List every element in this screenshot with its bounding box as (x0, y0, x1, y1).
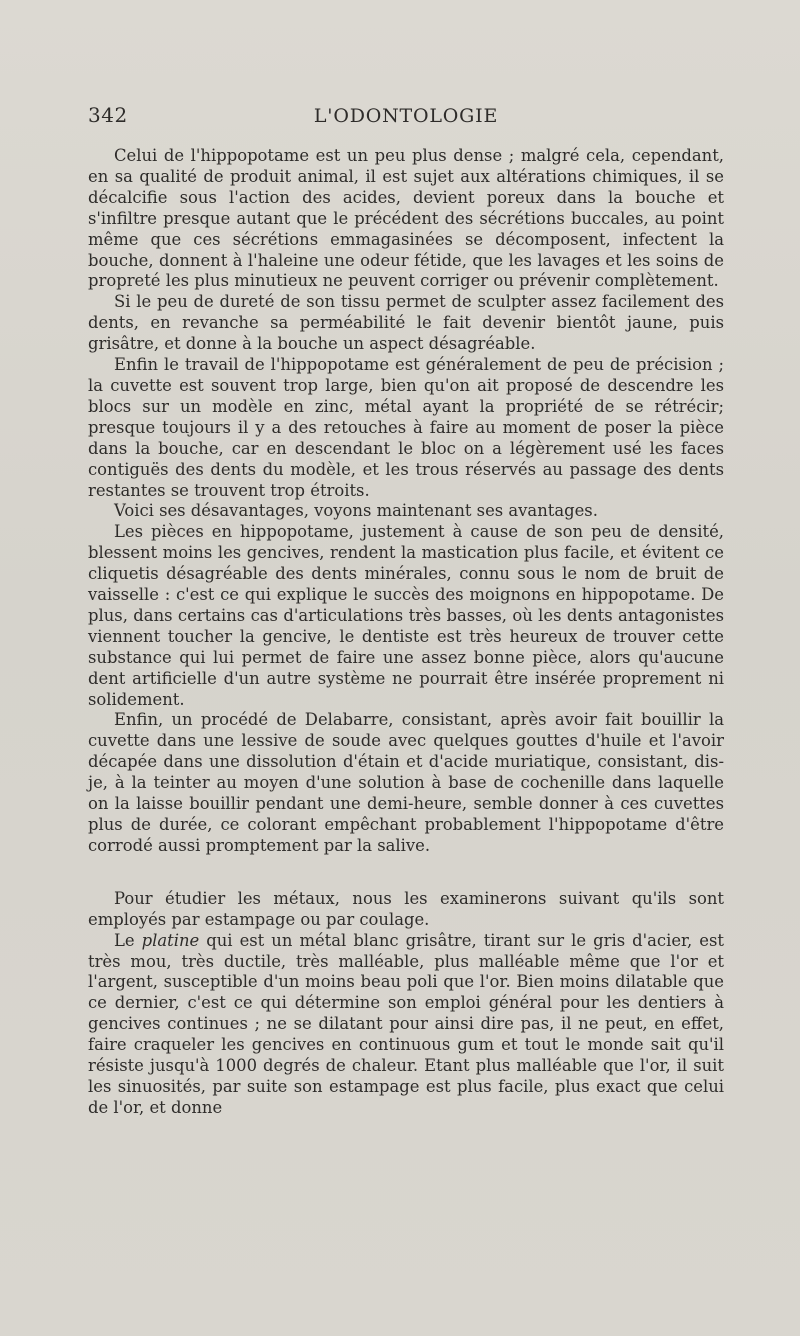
paragraph-disadvantages-summary: Voici ses désavantages, voyons maintenant ses avantages. (114, 501, 598, 521)
paragraph-platine (88, 931, 724, 1119)
platine-body-text: qui est un métal blanc grisâtre, tirant sur le gris d'acier, est très mou, très ductile, très malléable, plus malléable même que l'or et l'argent, susceptible d'un moins beau poli que l'or. Bien moins dilatable que ce dernier, c'est ce qui détermine son emploi général pour les dentiers à gencives continues ; ne se dilatant pour ainsi dire pas, il ne peut, en effet, faire craqueler les gencives en continuous gum et tout le monde sait qu'il résiste jusqu'à 1000 degrés de chaleur. Etant plus malléable que l'or, il suit les sinuosités, par suite son estampage est plus facile, plus exact que celui de l'or, et donne (88, 930, 725, 1117)
body-text (88, 146, 724, 1119)
page-header (88, 103, 724, 135)
paragraph-metals-intro: Pour étudier les métaux, nous les examinerons suivant qu'ils sont employés par estampage ou par coulage. (88, 888, 724, 929)
paragraph-hippopotame-density: Celui de l'hippopotame est un peu plus dense ; malgré cela, cependant, en sa qualité de produit animal, il est sujet aux altérations chimiques, il se décalcifie sous l'action des acides, devient poreux dans la bouche et s'infiltre presque autant que le précédent des sécrétions buccales, au point même que ces sécrétions emmagasinées se décomposent, infectent la bouche, donnent à l'haleine une odeur fétide, que les lavages et les soins de propreté les plus minutieux ne peuvent corriger ou prévenir complètement. (88, 146, 724, 291)
running-title: L'ODONTOLOGIE (313, 105, 499, 127)
platine-term: platine (141, 930, 200, 950)
paragraph-permeability: Si le peu de dureté de son tissu permet de sculpter assez facilement des dents, en revanche sa perméabilité le fait devenir bientôt jaune, puis grisâtre, et donne à la bouche un aspect désagréable. (88, 292, 724, 354)
page-number: 342 (88, 103, 128, 127)
platine-lead-text: Le (114, 930, 142, 950)
paragraph-advantages: Les pièces en hippopotame, justement à cause de son peu de densité, blessent moins les gencives, rendent la mastication plus facile, et évitent ce cliquetis désagréable des dents minérales, connu sous le nom de bruit de vaisselle : c'est ce qui explique le succès des moignons en hippopotame. De plus, dans certains cas d'articulations très basses, où les dents antagonistes viennent toucher la gencive, le dentiste est très heureux de trouver cette substance qui lui permet de faire une assez bonne pièce, alors qu'aucune dent artificielle d'un autre système ne pourrait être insérée proprement ni solidement. (88, 522, 724, 709)
paragraph-delabarre-process: Enfin, un procédé de Delabarre, consistant, après avoir fait bouillir la cuvette dans une lessive de soude avec quelques gouttes d'huile et l'avoir décapée dans une dissolution d'étain et d'acide muriatique, consistant, dis-je, à la teinter au moyen d'une solution à base de cochenille dans laquelle on la laisse bouillir pendant une demi-heure, semble donner à ces cuvettes plus de durée, ce colorant empêchant probablement l'hippopotame d'être corrodé aussi promptement par la salive. (88, 710, 724, 855)
paragraph-precision: Enfin le travail de l'hippopotame est généralement de peu de précision ; la cuvette est souvent trop large, bien qu'on ait proposé de descendre les blocs sur un modèle en zinc, métal ayant la propriété de se rétrécir; presque toujours il y a des retouches à faire au moment de poser la pièce dans la bouche, car en descendant le bloc on a légèrement usé les faces contiguës des dents du modèle, et les trous réservés au passage des dents restantes se trouvent trop étroits. (88, 355, 724, 500)
